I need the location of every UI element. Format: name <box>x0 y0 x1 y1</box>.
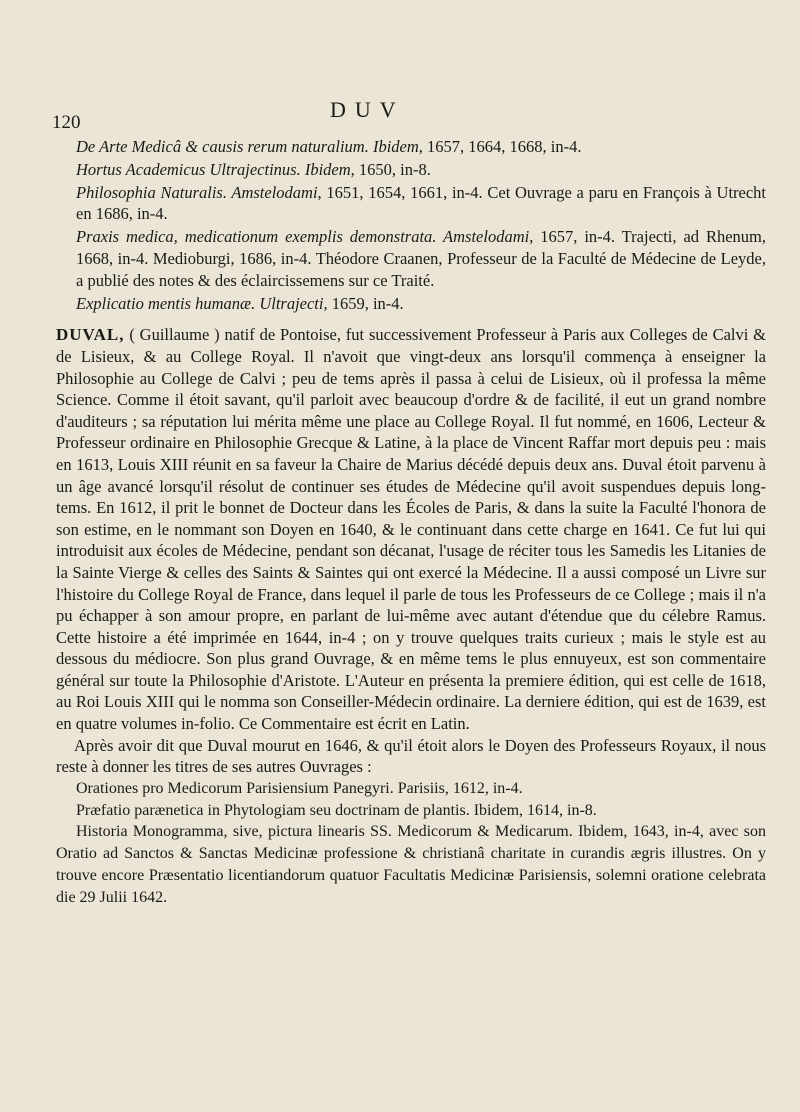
works-list <box>56 778 766 909</box>
entry-details: , 1651, 1654, 1661, in-4. Cet Ouvrage a paru en François à Utrecht en 1686, in-4. <box>76 182 767 224</box>
apres-paragraph: Après avoir dit que Duval mourut en 1646, & qu'il étoit alors le Doyen des Professeurs Royaux, il nous reste à donner les titres de ses autres Ouvrages : <box>56 735 766 777</box>
work-item: Historia Monogramma, sive, pictura linearis SS. Medicorum & Medicarum. Ibidem, 1643, in-4, avec son Oratio ad Sanctos & Sanctas Medicinæ professione & christianâ charitate in curandis ægris illustres. On y trouve encore Præsentatio licentiandorum quatuor Facultatis Medicinæ Parisiensis, solemni oratione celebrata die 29 Julii 1642. <box>56 823 766 906</box>
page-number: 120 <box>52 112 81 133</box>
entry-details: , 1657, in-4. Trajecti, ad Rhenum, 1668, in-4. Medioburgi, 1686, in-4. Théodore Craanen, Professeur de la Faculté de Médecine de Leyde, a publié des notes & des éclaircissemens sur ce Traité. <box>76 227 766 290</box>
article-body: ( Guillaume ) natif de Pontoise, fut successivement Professeur à Paris aux Colleges de Calvi & de Lisieux, & au College Royal. Il n'avoit que vingt-deux ans lorsqu'il commença à enseigner la Philosophie au College de Calvi ; peu de tems après il passa à celui de Lisieux, où il professa la même Science. Comme il étoit savant, qu'il parloit avec beaucoup d'ordre & de facilité, il eut un grand nombre d'auditeurs ; sa réputation lui mérita même une place au College Royal. Il fut nommé, en 1606, Lecteur & Professeur ordinaire en Philosophie Grecque & Latine, à la place de Vincent Raffar mort depuis peu : mais en 1613, Louis XIII réunit en sa faveur la Chaire de Marius décédé depuis deux ans. Duval étoit parvenu à un âge avancé lorsqu'il résolut de continuer ses études de Médecine qu'il avoit suspendues depuis long-tems. En 1612, il prit le bonnet de Docteur dans les Écoles de Paris, & dans la suite la Faculté l'honora de son estime, en le nommant son Doyen en 1640, & le continuant dans cette charge en 1641. Ce fut lui qui introduisit aux écoles de Médecine, pendant son décanat, l'usage de réciter tous les Samedis les Litanies de la Sainte Vierge & celles des Saints & Saintes qui ont exercé la Médecine. Il a aussi composé un Livre sur l'histoire du College Royal de France, dans lequel il parle de tous les Professeurs de ce College ; mais il n'a pu échapper à son amour propre, en parlant de lui-même avec autant d'étendue que du célebre Ramus. Cette histoire a été imprimée en 1644, in-4 ; on y trouve quelques traits curieux ; mais le style est au dessous du médiocre. Son plus grand Ouvrage, & en même tems le plus ennuyeux, est son commentaire général sur toute la Philosophie d'Aristote. L'Auteur en présenta la premiere édition, qui est celle de 1618, au Roi Louis XIII qui le nomma son Conseiller-Médecin ordinaire. La derniere édition, qui est de 1639, est en quatre volumes in-folio. Ce Commentaire est écrit en Latin. <box>56 325 766 734</box>
duval-article <box>56 324 766 734</box>
entry-details: , 1657, 1664, 1668, in-4. <box>418 137 582 156</box>
page-content <box>56 136 767 909</box>
entry-philosophia <box>76 182 766 226</box>
work-item: Præfatio parænetica in Phytologiam seu doctrinam de plantis. Ibidem, 1614, in-8. <box>76 801 597 819</box>
headword: DUVAL, <box>56 325 125 345</box>
entry-details: , 1659, in-4. <box>323 293 404 313</box>
entry-de-arte-medica <box>76 136 766 158</box>
entry-hortus <box>76 159 766 181</box>
work-item: Orationes pro Medicorum Parisiensium Panegyri. Parisiis, 1612, in-4. <box>76 779 523 797</box>
entry-title: Philosophia Naturalis. Amstelodami <box>76 182 318 202</box>
entry-details: , 1650, in-8. <box>350 159 431 179</box>
entry-title: De Arte Medicâ & causis rerum naturalium. Ibidem <box>76 137 419 156</box>
entry-title: Hortus Academicus Ultrajectinus. Ibidem <box>76 159 351 179</box>
entry-praxis <box>76 226 766 291</box>
running-head: DUV <box>330 97 405 122</box>
entry-explicatio <box>76 293 766 315</box>
entry-title: Praxis medica, medicationum exemplis demonstrata. Amstelodami <box>76 227 530 247</box>
entry-title: Explicatio mentis humanæ. Ultrajecti <box>76 293 324 313</box>
